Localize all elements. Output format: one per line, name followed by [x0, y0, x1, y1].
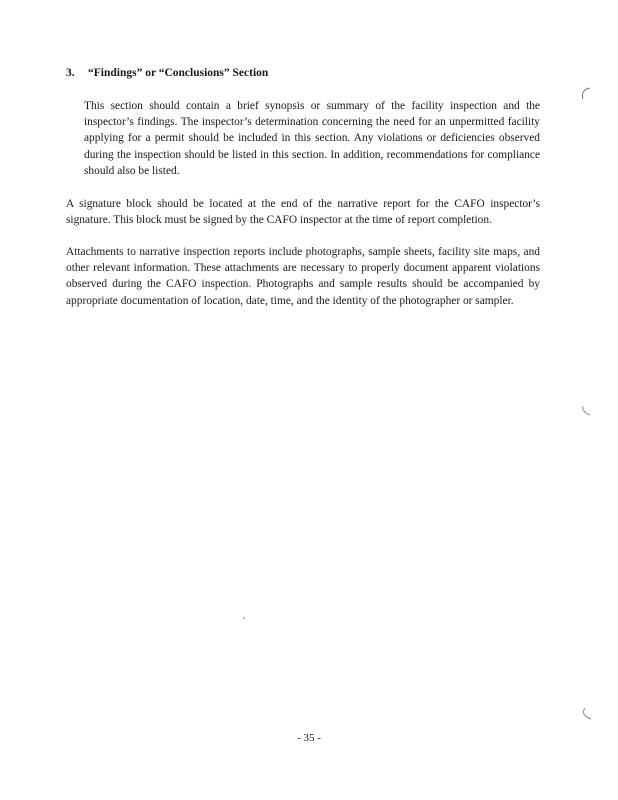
section-title: “Findings” or “Conclusions” Section [88, 67, 269, 79]
scan-artifact-mark [578, 86, 592, 102]
scan-artifact-mark [580, 706, 594, 722]
attachments-paragraph: Attachments to narrative inspection reports include photographs, sample sheets, facility site maps, and other relevant information. These attachments are necessary to properly document apparent violations observed during the CAFO inspection. Photographs and sample results should be accompanied by appropriate documentation of location, date, time, and the identity of the photographer or sampler. [66, 246, 540, 307]
scan-artifact-dot [242, 616, 246, 620]
signature-paragraph: A signature block should be located at the end of the narrative report for the CAFO inspector’s signature. This block must be signed by the CAFO inspector at the time of report completion. [66, 198, 540, 227]
page-number: - 35 - [297, 732, 321, 744]
scan-artifact-mark [580, 404, 594, 418]
section-number: 3. [66, 67, 75, 79]
findings-paragraph: This section should contain a brief synopsis or summary of the facility inspection and the inspector’s findings. The inspector’s determination concerning the need for an unpermitted facility applying for a permit should be included in this section. Any violations or deficiencies observed during the inspection should be listed in this section. In addition, recommendations for compliance should also be listed. [84, 100, 540, 177]
section-heading [66, 67, 268, 79]
